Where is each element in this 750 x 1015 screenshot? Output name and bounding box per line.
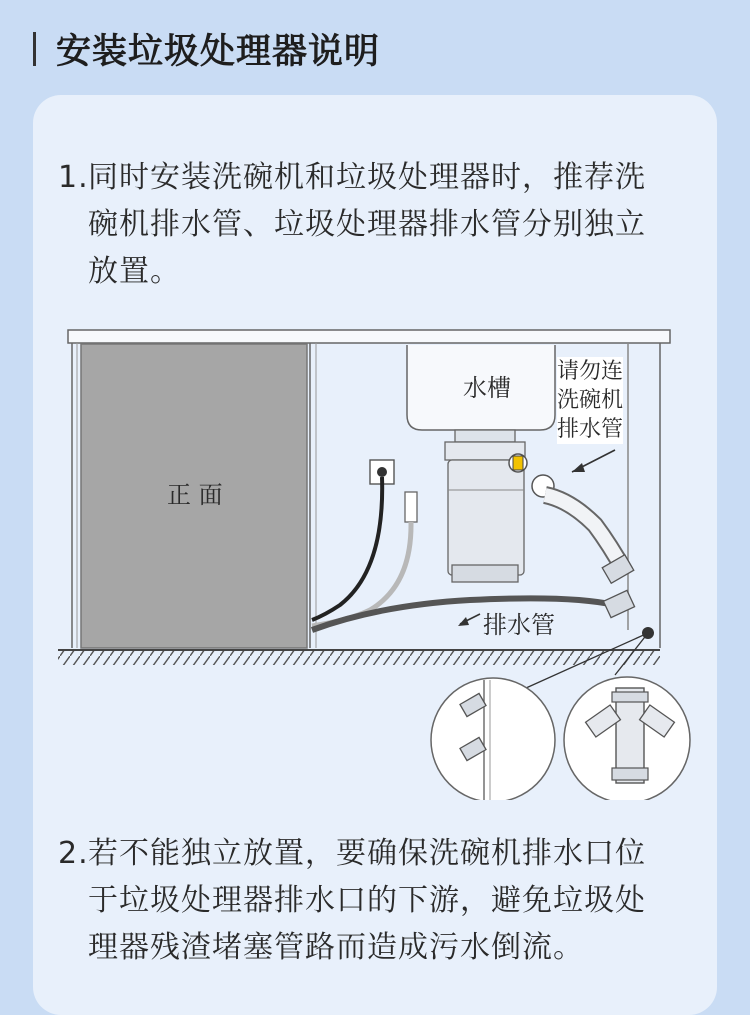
sink-label: 水槽 xyxy=(463,374,511,402)
item-number: 2. xyxy=(58,836,89,871)
disposer-bottom xyxy=(452,565,518,582)
front-label: 正 面 xyxy=(167,481,223,509)
installation-diagram xyxy=(50,320,710,800)
page-title: 安装垃圾处理器说明 xyxy=(56,32,381,72)
item-line: 于垃圾处理器排水口的下游，避免垃圾处 xyxy=(88,883,646,918)
detail-circle-combined-drain xyxy=(564,677,690,800)
floor-hatch xyxy=(58,651,660,665)
header xyxy=(0,0,750,95)
instruction-item-2 xyxy=(58,830,698,971)
power-cord xyxy=(312,477,382,620)
instruction-item-1 xyxy=(58,154,698,295)
warning-label: 请勿连 洗碗机 排水管 xyxy=(557,359,624,442)
item-line: 放置。 xyxy=(88,254,181,289)
drain-pipe-label: 排水管 xyxy=(483,611,555,639)
disposer-flange xyxy=(455,430,515,442)
countertop xyxy=(68,330,670,343)
item-line: 碗机排水管、垃圾处理器排水管分别独立 xyxy=(88,207,646,242)
item-line: 同时安装洗碗机和垃圾处理器时，推荐洗 xyxy=(88,160,646,195)
item-line: 若不能独立放置，要确保洗碗机排水口位 xyxy=(88,836,646,871)
title-accent-bar xyxy=(33,32,36,66)
detail-circle-separate-drains xyxy=(431,678,555,800)
item-number: 1. xyxy=(58,160,89,195)
water-valve xyxy=(405,492,417,522)
disposer-body xyxy=(448,460,524,575)
item-line: 理器残渣堵塞管路而造成污水倒流。 xyxy=(88,930,584,965)
